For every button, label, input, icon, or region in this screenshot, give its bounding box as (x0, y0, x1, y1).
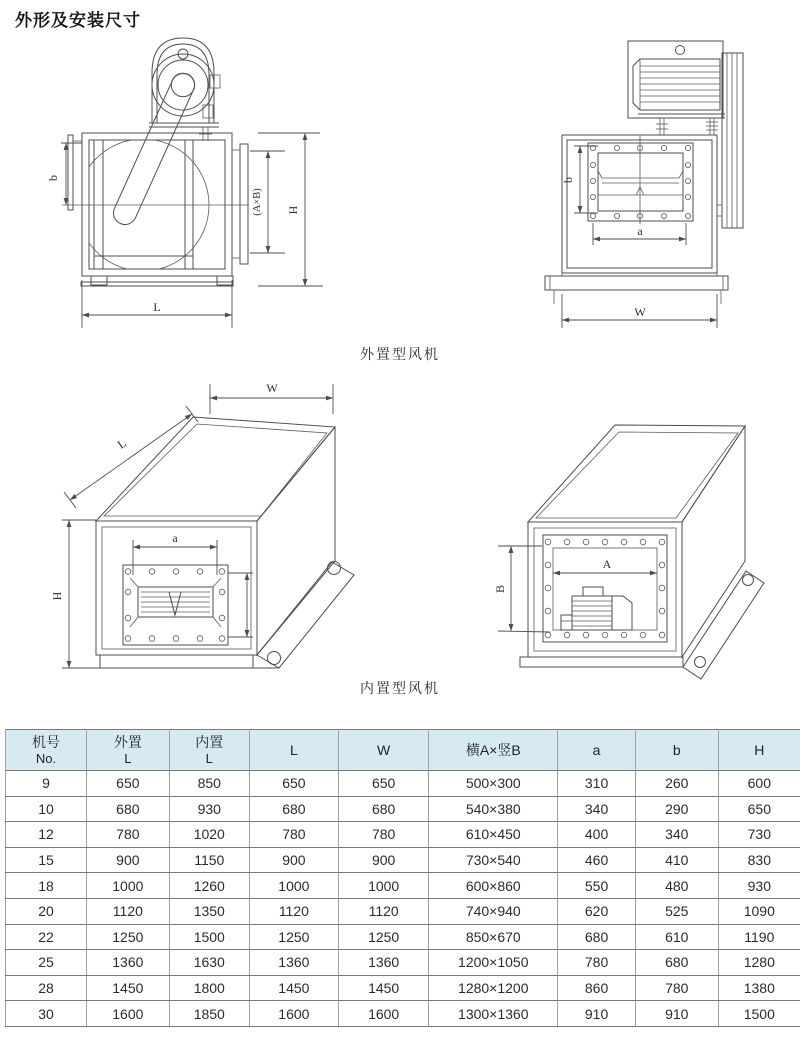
table-cell: 1800 (169, 975, 249, 1001)
dim-label-l: L (153, 300, 161, 314)
dim-label-B: B (493, 584, 507, 594)
dim-label-l: L (114, 435, 129, 452)
table-row (6, 771, 800, 797)
table-cell: 22 (6, 924, 87, 950)
dim-label-h: H (50, 591, 64, 601)
table-cell: 1600 (87, 1001, 170, 1027)
side-flange-panel (717, 53, 743, 228)
table-cell: 460 (558, 847, 636, 873)
table-cell: 340 (558, 796, 636, 822)
dim-label-b: b (561, 177, 575, 183)
base-frame (545, 273, 728, 304)
table-cell: 900 (87, 847, 170, 873)
table-cell: 730×540 (429, 847, 558, 873)
column-header: 横A×竖B (429, 730, 558, 771)
table-cell: 900 (249, 847, 338, 873)
flange-bolt-holes (590, 145, 690, 218)
table-cell: 1150 (169, 847, 249, 873)
table-cell: 780 (87, 822, 170, 848)
table-cell: 12 (6, 822, 87, 848)
dimension-a (133, 531, 217, 575)
dimension-b (46, 143, 82, 205)
table-cell: 850×670 (429, 924, 558, 950)
table-cell: 910 (558, 1001, 636, 1027)
table-cell: 340 (635, 822, 718, 848)
table-cell: 910 (635, 1001, 718, 1027)
fan-housing-box (562, 135, 717, 273)
table-cell: 1280×1200 (429, 975, 558, 1001)
table-cell: 540×380 (429, 796, 558, 822)
table-cell: 830 (718, 847, 800, 873)
table-cell: 1360 (87, 950, 170, 976)
table-cell: 730 (718, 822, 800, 848)
motor-pulley-assembly (149, 38, 220, 141)
table-cell: 1090 (718, 898, 800, 924)
table-cell: 680 (635, 950, 718, 976)
table-cell: 780 (558, 950, 636, 976)
table-cell: 1450 (249, 975, 338, 1001)
table-cell: 610×450 (429, 822, 558, 848)
dim-label-w: W (634, 305, 646, 319)
table-cell: 1630 (169, 950, 249, 976)
table-cell: 610 (635, 924, 718, 950)
table-cell: 740×940 (429, 898, 558, 924)
dimension-h (50, 520, 96, 668)
table-cell: 1380 (718, 975, 800, 1001)
table-cell: 1450 (87, 975, 170, 1001)
table-cell: 1120 (249, 898, 338, 924)
table-cell: 1020 (169, 822, 249, 848)
table-cell: 620 (558, 898, 636, 924)
table-row (6, 873, 800, 899)
table-cell: 930 (169, 796, 249, 822)
table-row (6, 796, 800, 822)
table-cell: 28 (6, 975, 87, 1001)
table-cell: 1500 (718, 1001, 800, 1027)
table-cell: 400 (558, 822, 636, 848)
table-cell: 680 (87, 796, 170, 822)
table-row (6, 950, 800, 976)
dimension-w (562, 294, 717, 328)
table-cell: 25 (6, 950, 87, 976)
table-cell: 1000 (338, 873, 429, 899)
table-cell: 680 (338, 796, 429, 822)
column-header: b (635, 730, 718, 771)
table-cell: 650 (718, 796, 800, 822)
fan-housing-box (62, 133, 248, 286)
table-cell: 1500 (169, 924, 249, 950)
dim-label-b: b (46, 175, 60, 181)
internal-motor (561, 587, 632, 630)
drawing-internal-fan-iso-outlet (20, 370, 390, 680)
table-cell: 1350 (169, 898, 249, 924)
dimension-l (82, 280, 232, 328)
table-cell: 780 (338, 822, 429, 848)
drawing-internal-fan-iso-inlet (420, 390, 790, 680)
dim-label-a: a (172, 531, 178, 545)
table-cell: 600×860 (429, 873, 558, 899)
table-cell: 600 (718, 771, 800, 797)
table-row (6, 975, 800, 1001)
table-cell: 525 (635, 898, 718, 924)
drawing-external-fan-side-view (490, 28, 790, 334)
duct-box (86, 417, 354, 668)
table-cell: 310 (558, 771, 636, 797)
table-cell: 1000 (249, 873, 338, 899)
table-cell: 30 (6, 1001, 87, 1027)
table-cell: 500×300 (429, 771, 558, 797)
dim-label-axb: (A×B) (252, 188, 263, 216)
table-cell: 480 (635, 873, 718, 899)
table-cell: 1600 (338, 1001, 429, 1027)
table-cell: 410 (635, 847, 718, 873)
outlet-louver (130, 578, 221, 627)
table-cell: 1600 (249, 1001, 338, 1027)
table-cell: 20 (6, 898, 87, 924)
caption-external-fan: 外置型风机 (360, 346, 440, 362)
caption-internal-fan: 内置型风机 (360, 680, 440, 696)
table-cell: 1850 (169, 1001, 249, 1027)
column-header: W (338, 730, 429, 771)
table-cell: 18 (6, 873, 87, 899)
table-cell: 550 (558, 873, 636, 899)
dimension-a (593, 223, 686, 245)
table-cell: 1120 (87, 898, 170, 924)
drawing-external-fan-front-view (45, 28, 345, 334)
table-cell: 1260 (169, 873, 249, 899)
table-cell: 860 (558, 975, 636, 1001)
dimension-l (64, 406, 198, 508)
dim-label-a: a (637, 224, 643, 238)
table-cell: 1120 (338, 898, 429, 924)
table-cell: 1190 (718, 924, 800, 950)
table-cell: 650 (87, 771, 170, 797)
table-cell: 9 (6, 771, 87, 797)
table-cell: 1250 (249, 924, 338, 950)
table-cell: 1250 (87, 924, 170, 950)
table-cell: 650 (249, 771, 338, 797)
table-cell: 1250 (338, 924, 429, 950)
dimension-w (210, 381, 333, 414)
table-cell: 1360 (249, 950, 338, 976)
table-cell: 850 (169, 771, 249, 797)
table-cell: 680 (558, 924, 636, 950)
page-title: 外形及安装尺寸 (15, 11, 141, 30)
column-header: 机号 No. (6, 730, 87, 771)
table-cell: 1200×1050 (429, 950, 558, 976)
dimension-axb (250, 151, 285, 253)
dim-label-w: W (266, 381, 278, 395)
motor (628, 41, 725, 135)
table-row (6, 1001, 800, 1027)
dimension-opening-height (228, 573, 253, 637)
dimension-A (553, 557, 657, 573)
table-cell: 780 (635, 975, 718, 1001)
table-cell: 680 (249, 796, 338, 822)
table-cell: 930 (718, 873, 800, 899)
table-cell: 1360 (338, 950, 429, 976)
column-header: L (249, 730, 338, 771)
dimension-B (493, 546, 550, 632)
dimensions-table-body (6, 771, 800, 1027)
dimensions-table (5, 729, 800, 1027)
table-row (6, 898, 800, 924)
table-cell: 15 (6, 847, 87, 873)
dimensions-table-head-row (6, 730, 800, 771)
table-cell: 1450 (338, 975, 429, 1001)
table-cell: 650 (338, 771, 429, 797)
table-cell: 780 (249, 822, 338, 848)
column-header: 外置 L (87, 730, 170, 771)
outlet-flange (123, 565, 228, 645)
dim-label-A: A (602, 557, 612, 571)
table-cell: 290 (635, 796, 718, 822)
table-cell: 10 (6, 796, 87, 822)
table-row (6, 924, 800, 950)
table-cell: 1280 (718, 950, 800, 976)
column-header: 内置 L (169, 730, 249, 771)
table-row (6, 822, 800, 848)
table-cell: 900 (338, 847, 429, 873)
dim-label-h: H (286, 205, 300, 215)
duct-box (520, 425, 764, 679)
column-header: H (718, 730, 800, 771)
column-header: a (558, 730, 636, 771)
table-row (6, 847, 800, 873)
table-cell: 260 (635, 771, 718, 797)
table-cell: 1000 (87, 873, 170, 899)
table-cell: 1300×1360 (429, 1001, 558, 1027)
